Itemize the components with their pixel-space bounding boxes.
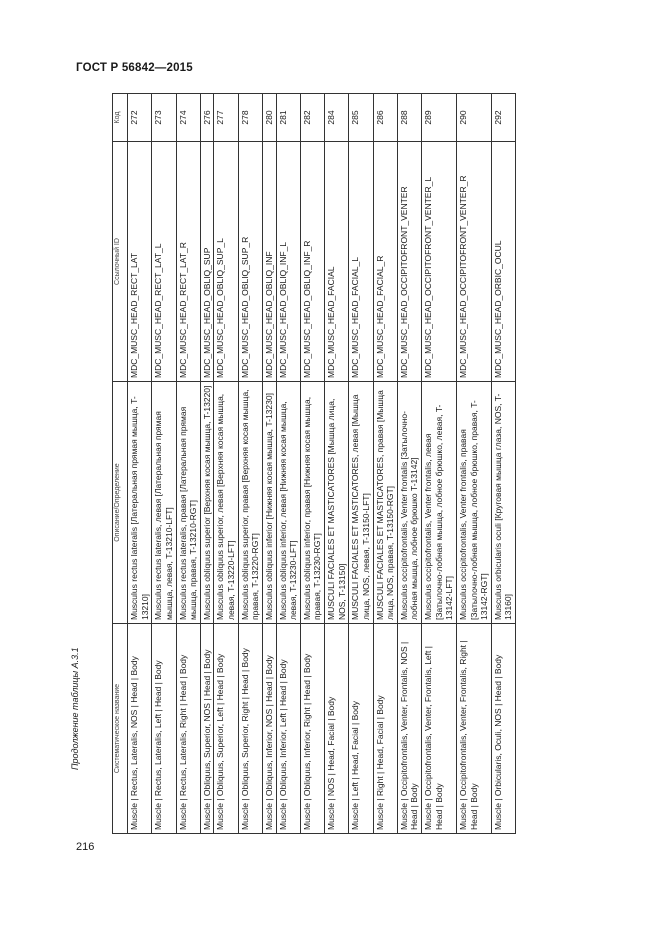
cell-systematic-name: Muscle | Obliquus, Inferior, NOS | Head | Body bbox=[262, 624, 276, 834]
cell-code: 272 bbox=[128, 94, 152, 142]
cell-reference-id: MDC_MUSC_HEAD_OBLIQ_SUP bbox=[200, 142, 214, 382]
table-row bbox=[276, 94, 300, 834]
cell-systematic-name: Muscle | Rectus, Lateralis, Right | Head | Body bbox=[176, 624, 200, 834]
cell-description: MUSCULI FACIALES ET MASTICATORES, левая [Мышца лица, NOS, левая, T-13150-LFT] bbox=[349, 382, 373, 624]
table-row bbox=[238, 94, 262, 834]
cell-systematic-name: Muscle | Obliquus, Superior, Left | Head | Body bbox=[214, 624, 238, 834]
cell-systematic-name: Muscle | Obliquus, Superior, NOS | Head | Body bbox=[200, 624, 214, 834]
cell-systematic-name: Muscle | Occipitofrontalis, Venter, Frontalis, Right | Head | Body bbox=[456, 624, 491, 834]
cell-systematic-name: Muscle | Obliquus, Superior, Right | Head | Body bbox=[238, 624, 262, 834]
page-number: 216 bbox=[76, 841, 95, 853]
cell-code: 276 bbox=[200, 94, 214, 142]
cell-reference-id: MDC_MUSC_HEAD_OBLIQ_INF bbox=[262, 142, 276, 382]
cell-systematic-name: Muscle | Occipitofrontalis, Venter, Frontalis, NOS | Head | Body bbox=[397, 624, 421, 834]
cell-systematic-name: Muscle | Obliquus, Inferior, Left | Head | Body bbox=[276, 624, 300, 834]
cell-reference-id: MDC_MUSC_HEAD_OBLIQ_INF_R bbox=[300, 142, 324, 382]
table-row bbox=[214, 94, 238, 834]
table-row bbox=[397, 94, 421, 834]
cell-reference-id: MDC_MUSC_HEAD_OCCIPITOFRONT_VENTER_L bbox=[422, 142, 457, 382]
cell-systematic-name: Muscle | Left | Head, Facial | Body bbox=[349, 624, 373, 834]
cell-code: 282 bbox=[300, 94, 324, 142]
cell-reference-id: MDC_MUSC_HEAD_OCCIPITOFRONT_VENTER bbox=[397, 142, 421, 382]
cell-systematic-name: Muscle | Rectus, Lateralis, NOS | Head | Body bbox=[128, 624, 152, 834]
cell-reference-id: MDC_MUSC_HEAD_FACIAL_L bbox=[349, 142, 373, 382]
cell-code: 277 bbox=[214, 94, 238, 142]
cell-code: 292 bbox=[491, 94, 515, 142]
cell-code: 274 bbox=[176, 94, 200, 142]
col-header-code: Код bbox=[113, 94, 128, 142]
cell-systematic-name: Muscle | NOS | Head, Facial | Body bbox=[325, 624, 349, 834]
table-row bbox=[456, 94, 491, 834]
document-header: ГОСТ Р 56842—2015 bbox=[76, 62, 193, 74]
cell-systematic-name: Muscle | Orbicularis, Oculi, NOS | Head | Body bbox=[491, 624, 515, 834]
cell-reference-id: MDC_MUSC_HEAD_RECT_LAT bbox=[128, 142, 152, 382]
cell-reference-id: MDC_MUSC_HEAD_OBLIQ_INF_L bbox=[276, 142, 300, 382]
table-row bbox=[128, 94, 152, 834]
cell-description: Musculus occipitofrontalis, Venter frontalis, левая [Затылочно-лобная мышца, лобное брюшко, левая, T-13142-LFT] bbox=[422, 382, 457, 624]
rotated-table-container bbox=[112, 94, 606, 834]
table-caption: Продолжение таблицы А.3.1 bbox=[70, 647, 80, 770]
cell-systematic-name: Muscle | Right | Head, Facial | Body bbox=[373, 624, 397, 834]
col-header-name: Систематическое название bbox=[113, 624, 128, 834]
cell-description: Musculus rectus lateralis, левая [Латеральная прямая мышца, левая, T-13210-LFT] bbox=[152, 382, 176, 624]
cell-code: 286 bbox=[373, 94, 397, 142]
table-row bbox=[152, 94, 176, 834]
cell-systematic-name: Muscle | Obliquus, Inferior, Right | Head | Body bbox=[300, 624, 324, 834]
muscle-table bbox=[112, 93, 516, 834]
cell-description: Musculus obliquus superior [Верхняя косая мышца, T-13220] bbox=[200, 382, 214, 624]
cell-description: Musculus obliquus inferior, правая [Нижняя косая мышца, правая, T-13230-RGT] bbox=[300, 382, 324, 624]
cell-reference-id: MDC_MUSC_HEAD_ORBIC_OCUL bbox=[491, 142, 515, 382]
col-header-description: Описание/Определение bbox=[113, 382, 128, 624]
cell-description: MUSCULI FACIALES ET MASTICATORES, правая [Мышца лица, NOS, правая, T-13150-RGT] bbox=[373, 382, 397, 624]
cell-reference-id: MDC_MUSC_HEAD_FACIAL_R bbox=[373, 142, 397, 382]
cell-code: 284 bbox=[325, 94, 349, 142]
cell-description: Musculus rectus lateralis, правая [Латеральная прямая мышца, правая, T-13210-RGT] bbox=[176, 382, 200, 624]
cell-code: 273 bbox=[152, 94, 176, 142]
cell-systematic-name: Muscle | Rectus, Lateralis, Left | Head | Body bbox=[152, 624, 176, 834]
cell-description: Musculus occipitofrontalis, Venter frontalis, правая [Затылочно-лобная мышца, лобное брюшко, правая, T-13142-RGT] bbox=[456, 382, 491, 624]
table-row bbox=[349, 94, 373, 834]
cell-description: MUSCULI FACIALES ET MASTICATORES [Мышца лица, NOS, T-13150] bbox=[325, 382, 349, 624]
table-header-row bbox=[113, 94, 128, 834]
table-row bbox=[176, 94, 200, 834]
cell-description: Musculus obliquus superior, правая [Верхняя косая мышца, правая, T-13220-RGT] bbox=[238, 382, 262, 624]
table-row bbox=[422, 94, 457, 834]
cell-reference-id: MDC_MUSC_HEAD_OCCIPITOFRONT_VENTER_R bbox=[456, 142, 491, 382]
cell-reference-id: MDC_MUSC_HEAD_RECT_LAT_L bbox=[152, 142, 176, 382]
cell-code: 278 bbox=[238, 94, 262, 142]
table-row bbox=[300, 94, 324, 834]
cell-code: 280 bbox=[262, 94, 276, 142]
table-row bbox=[325, 94, 349, 834]
table-row bbox=[262, 94, 276, 834]
table-row bbox=[373, 94, 397, 834]
cell-description: Musculus orbicularis oculi [Круговая мышца глаза, NOS, T-13160] bbox=[491, 382, 515, 624]
cell-code: 289 bbox=[422, 94, 457, 142]
cell-code: 281 bbox=[276, 94, 300, 142]
col-header-ref-id: Ссылочный ID bbox=[113, 142, 128, 382]
cell-reference-id: MDC_MUSC_HEAD_FACIAL bbox=[325, 142, 349, 382]
cell-description: Musculus occipitofrontalis, Venter frontalis [Затылочно-лобная мышца, лобное брюшко T-13142] bbox=[397, 382, 421, 624]
cell-description: Musculus obliquus inferior, левая [Нижняя косая мышца, левая, T-13230-LFT] bbox=[276, 382, 300, 624]
cell-reference-id: MDC_MUSC_HEAD_OBLIQ_SUP_L bbox=[214, 142, 238, 382]
cell-reference-id: MDC_MUSC_HEAD_OBLIQ_SUP_R bbox=[238, 142, 262, 382]
cell-description: Musculus obliquus inferior [Нижняя косая мышца, T-13230] bbox=[262, 382, 276, 624]
table-row bbox=[491, 94, 515, 834]
cell-code: 290 bbox=[456, 94, 491, 142]
cell-reference-id: MDC_MUSC_HEAD_RECT_LAT_R bbox=[176, 142, 200, 382]
cell-description: Musculus obliquus superior, левая [Верхняя косая мышца, левая, T-13220-LFT] bbox=[214, 382, 238, 624]
cell-code: 285 bbox=[349, 94, 373, 142]
table-row bbox=[200, 94, 214, 834]
cell-systematic-name: Muscle | Occipitofrontalis, Venter, Frontalis, Left | Head | Body bbox=[422, 624, 457, 834]
cell-description: Musculus rectus lateralis [Латеральная прямая мышца, T-13210] bbox=[128, 382, 152, 624]
cell-code: 288 bbox=[397, 94, 421, 142]
